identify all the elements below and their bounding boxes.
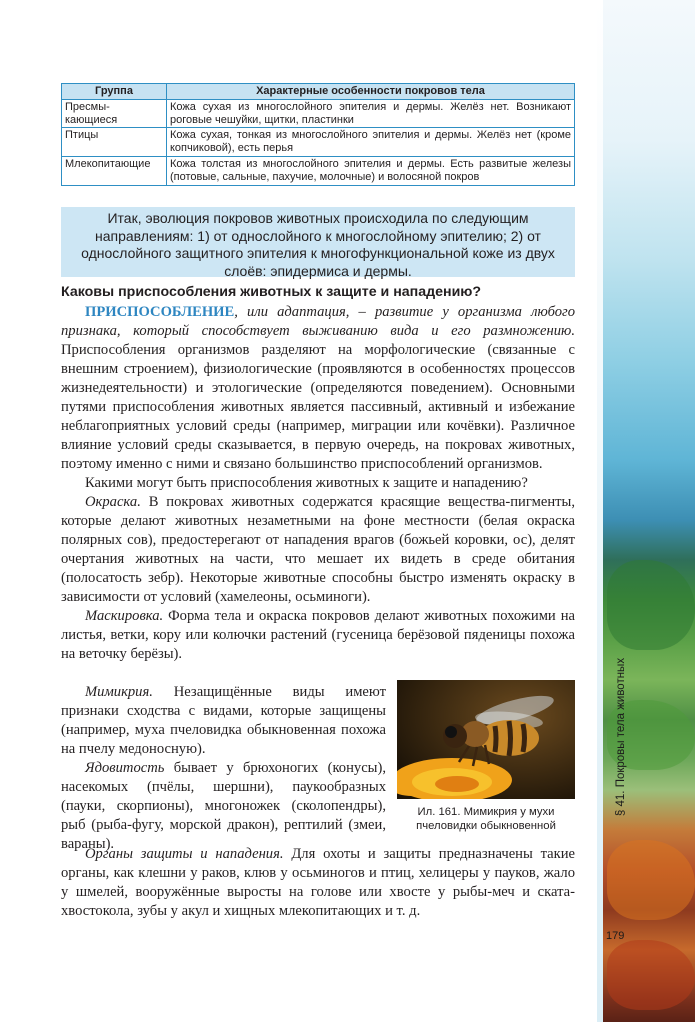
paragraph: Какими могут быть приспособления животных к защите и нападению? [85,475,528,491]
table-cell-group: Млекопитающие [62,156,167,185]
table-cell-group: Птицы [62,128,167,157]
table-cell-desc: Кожа сухая, тонкая из многослойного эпителия и дермы. Желёз нет (кроме копчиковой), есть перья [167,128,575,157]
table-row [62,99,575,128]
figure-caption: Ил. 161. Мимикрия у мухи пчеловидки обыкновенной [416,806,556,832]
section-title-vertical: § 41. Покровы тела животных [615,657,627,817]
foliage-decoration [607,840,695,920]
paragraph [61,683,386,759]
paragraph [61,759,386,854]
side-photo-strip [597,0,695,1022]
section-heading: Каковы приспособления животных к защите и нападению? [61,284,482,300]
paragraph-text: Незащищённые виды имеют признаки сходства с видами, которые защищены (например, муха пчеловидка обыкновенная похожа на пчелу медоносную). [61,684,386,757]
term-coloration: Окраска. [85,494,141,510]
paragraph [61,493,575,607]
hoverfly-illustration [397,680,575,799]
paragraph-text: Форма тела и окраска покровов делают животных похожими на листья, ветки, кору или колючки растений (гусеница берёзовой пяденицы похожа на веточку берёзы). [61,608,575,662]
paragraph [61,607,575,664]
term-organs: Органы защиты и нападения. [85,846,284,862]
paragraph-text: В покровах животных содержатся красящие вещества-пигменты, которые делают животных незаметными на фоне местности (белая окраска полярных сов), предостерегают от нападения врагов (божьей коровки, ос), делят очертания животных на части, что мешает их видеть в среде обитания (полосатость зебр). Некоторые животные способны быстро изменять окраску в зависимости от условий (хамелеоны, осьминоги). [61,494,575,605]
term-toxicity: Ядовитость [85,760,165,776]
page-number: 179 [606,930,625,942]
paragraph-text: бывает у брюхоногих (конусы), насекомых (пчёлы, шершни), паукообразных (пауки, скорпионы), многоножек (сколопендры), рыб (рыба-фугу, морской дракон), рептилий (змеи, вараны). [61,760,386,852]
table-header-row [62,84,575,100]
paragraph [61,303,575,474]
main-text-top [61,303,575,664]
table-header: Группа [62,84,167,100]
paragraph-text: Приспособления организмов разделяют на морфологические (связанные с внешним строением), физиологические (проявляются в особенностях процессов жизнедеятельности) и этологические (определяются поведением). Основными путями приспособления животных является пассивный, активный и избежание неблагоприятных условий среды (например, миграции или кочёвки). Различное влияние условий среды сказывается, в первую очередь, на покровах животных, поэтому именно с ними и связано большинство приспособлений организмов. [61,342,575,472]
table-header: Характерные особенности покровов тела [167,84,575,100]
term-camouflage: Маскировка. [85,608,164,624]
table-row [62,128,575,157]
term-adaptation: ПРИСПОСОБЛЕНИЕ [85,304,235,320]
integument-table [61,83,575,186]
strip-edge [597,0,603,1022]
main-text-narrow [61,683,386,854]
table-cell-desc: Кожа сухая из многослойного эпителия и дермы. Желёз нет. Возникают роговые чешуйки, щитки, пластинки [167,99,575,128]
foliage-decoration [607,560,695,650]
table-cell-desc: Кожа толстая из многослойного эпителия и дермы. Есть развитые железы (потовые, сальные, пахучие, молочные) и волосяной покров [167,156,575,185]
summary-box: Итак, эволюция покровов животных происходила по следующим направлениям: 1) от однослойного к многослойному эпителию; 2) от однослойного защитного эпителия к многофункциональной коже из двух слоёв: эпидермиса и дермы. [61,207,575,277]
term-mimicry: Мимикрия. [85,684,153,700]
main-text-bottom [61,845,575,921]
figure-hoverfly [397,680,575,799]
paragraph-text: Для охоты и защиты предназначены такие органы, как клешни у раков, клюв у осьминогов и птиц, хелицеры у пауков, жало у шмелей, вооружённые выросты на голове или хвосте у рыбы-меч и ската-хвостокола, зубы у акул и хищных млекопитающих и т. д. [61,846,576,919]
foliage-decoration [607,940,695,1010]
definition: , или адаптация, – развитие у организма любого признака, который способствует выживанию вида и его размножению. [61,304,575,339]
paragraph [61,845,575,921]
table-cell-group: Пресмы- кающиеся [62,99,167,128]
table-row [62,156,575,185]
